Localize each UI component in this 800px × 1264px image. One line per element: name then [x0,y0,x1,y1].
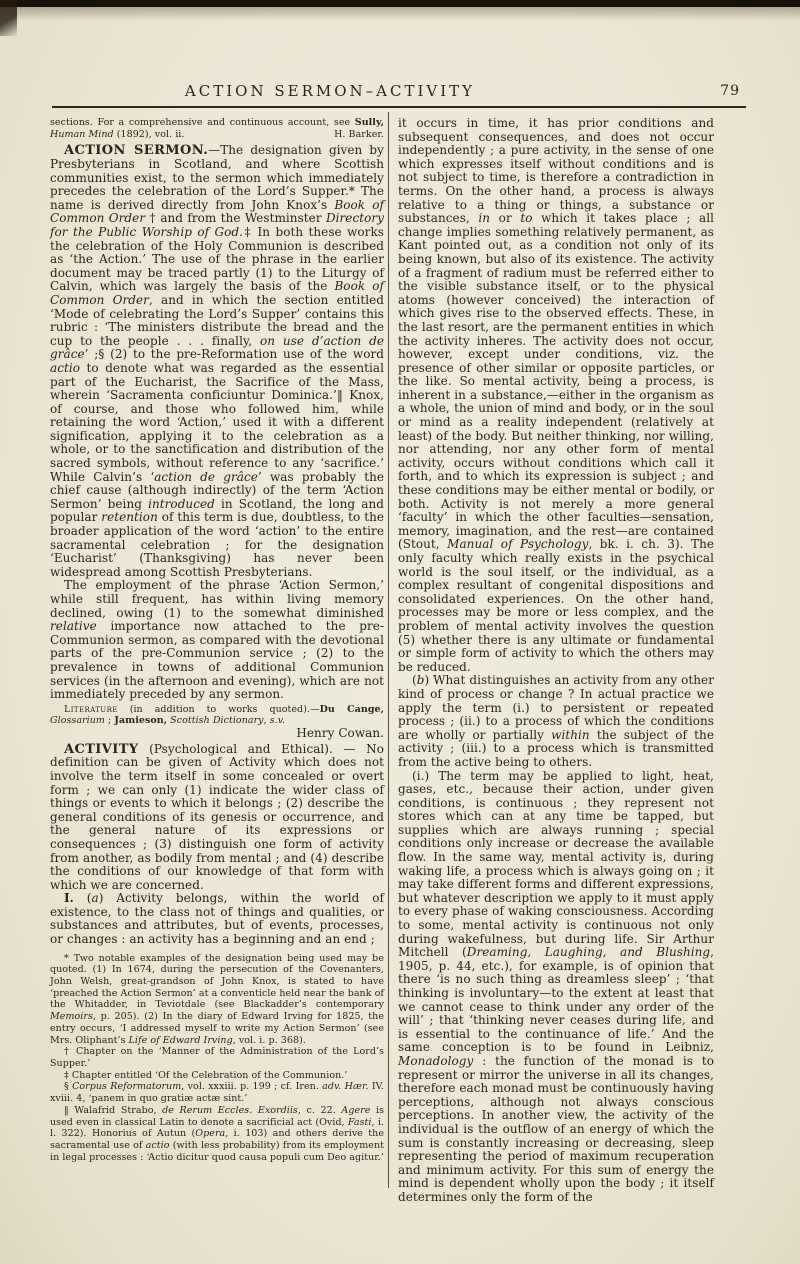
footnote-asterisk: * Two notable examples of the designation being used may be quoted. (1) In 1674, during the persecution of the Covenanters, John Welsh, great-grandson of John Knox, is stated to have ‘preached the Action Sermon’ at a conventicle held near the bank of the Whitadder, in Teviotdale (see Blackadder’s contemporary Memoirs, p. 205). (2) In the diary of Edward Irving for 1825, the entry occurs, ‘I addressed myself to write my Action Sermon’ (see Mrs. Oliphant’s Life of Edward Irving, vol. i. p. 368). [50,952,384,1046]
action-sermon-literature: Literature (in addition to works quoted).—Du Cange, Glossarium ; Jamieson, Scottish Dictionary, s.v. [50,703,384,727]
left-column [50,117,384,1163]
footnote-parallel: ‖ Walafrid Strabo, de Rerum Eccles. Exordiis, c. 22. Agere is used even in classical Latin to denote a sacrificial act (Ovid, Fasti, i. l. 322). Honorius of Autun (Opera, i. 103) and others derive the sacramental use of actio (with less probability) from its employment in legal processes : ‘Actio dicitur quod causa populi cum Deo agitur.’ [50,1104,384,1163]
activity-paragraph-continued: it occurs in time, it has prior conditions and subsequent consequences, and does not occur independently ; a pure activity, in the sense of one which expresses itself without conditions and is not subject to time, is therefore a contradiction in terms. On the other hand, a process is always relative to a thing or things, a substance or substances, in or to which it takes place ; all change implies something relatively permanent, as Kant pointed out, as a condition not only of its being known, but also of its existence. The activity of a fragment of radium must be referred either to the visible substance itself, or to the physical atoms (however conceived) the interaction of which gives rise to the observed effects. These, in the last resort, are the permanent entities in which the activity inheres. The activity does not occur, however, except under conditions, viz. the presence of other similar or opposite particles, or the like. So mental activity, being a process, is inherent in a substance,—either in the organism as a whole, the union of mind and body, or in the soul or mind as a reality independent (relatively at least) of the body. But neither thinking, nor willing, nor attending, nor any other form of mental activity, occurs without conditions which call it forth, and to which its expression is subject ; and these conditions may be either mental or bodily, or both. Activity is not merely a more general ‘faculty’ in which the other faculties—sensation, memory, imagination, and the rest—are contained (Stout, Manual of Psychology, bk. i. ch. 3). The only faculty which really exists in the psychical world is the soul itself, or the individual, as a complex resultant of congenital dispositions and consolidated experiences. On the other hand, processes may be more or less complex, and the problem of mental activity involves the question (5) whether there is any ultimate or fundamental or simple form of activity to which the others may be reduced. [398,116,714,674]
header-rule [52,106,746,108]
author-signature-barker: H. Barker. [334,128,384,140]
action-sermon-paragraph-2: The employment of the phrase ‘Action Sermon,’ while still frequent, has within living memory declined, owing (1) to the somewhat diminished relative importance now attached to the pre-Communion sermon, as compared with the devotional parts of the pre-Communion service ; (2) to the prevalence in towns of additional Communion services (in the afternoon and evening), which are not immediately preceded by any sermon. [50,578,384,702]
action-sermon-paragraph-1: ACTION SERMON.—The designation given by Presbyterians in Scotland, and where Scottish communities exist, to the sermon which immediately precedes the celebration of the Lord’s Supper.* The name is derived directly from John Knox’s Book of Common Order † and from the Westminster Directory for the Public Worship of God.‡ In both these works the celebration of the Holy Communion is described as ‘the Action.’ The use of the phrase in the earlier document may be traced partly (1) to the Liturgy of Calvin, which was largely the basis of the Book of Common Order, and in which the section entitled ‘Mode of celebrating the Lord’s Supper’ contains this rubric : ‘The ministers distribute the bread and the cup to the people . . . finally, on use d’action de grâce’ ;§ (2) to the pre-Reformation use of the word actio to denote what was regarded as the essential part of the Eucharist, the Sacrifice of the Mass, wherein ‘Sacramenta conficiuntur Dominica.’‖ Knox, of course, and those who followed him, while retaining the word ‘Action,’ used it with a different signification, applying it to the celebration as a whole, or to the sanctification and distribution of the sacred symbols, without reference to any ‘sacrifice.’ While Calvin’s ‘action de grâce’ was probably the chief cause (although indirectly) of the term ‘Action Sermon’ being introduced in Scotland, the long and popular retention of this term is due, doubtless, to the broader application of the word ‘action’ to the entire sacramental celebration ; for the designation ‘Eucharist’ (Thanksgiving) has never been widespread among Scottish Presbyterians. [50,143,385,579]
column-divider-rule [388,112,389,1188]
activity-paragraph-2: I. (a) Activity belongs, within the world of existence, to the class not of things and qualities, or substances and attributes, but of events, processes, or changes : an activity has a beginning and an end ; [50,891,384,947]
previous-article-continuation: sections. For a comprehensive and continuous account, see Sully, Human Mind (1892), vol. ii. [50,117,384,140]
footnote-section: § Corpus Reformatorum, vol. xxxiii. p. 199 ; cf. Iren. adv. Hær. IV. xviii. 4, ‘panem in quo gratiæ actæ sint.’ [50,1081,384,1105]
page-number: 79 [720,83,740,99]
scan-edge-fade [0,7,800,21]
author-signature-cowan: Henry Cowan. [296,726,384,741]
scan-edge-shadow [0,0,800,7]
footnote-dagger: † Chapter on the ‘Manner of the Administration of the Lord’s Supper.’ [50,1046,384,1069]
activity-paragraph-1: ACTIVITY (Psychological and Ethical). — No definition can be given of Activity which does not involve the term itself in some concealed or overt form ; we can only (1) indicate the wider class of things or events to which it belongs ; (2) describe the general conditions of its genesis or occurrence, and the general nature of its expressions or consequences ; (3) distinguish one form of activity from another, as bodily from mental ; and (4) describe the conditions of our knowledge of that form with which we are concerned. [50,741,384,892]
footnotes-block [50,953,384,1164]
right-column [398,117,714,1205]
activity-paragraph-i: (i.) The term may be applied to light, heat, gases, etc., because their action, under given conditions, is continuous ; they represent not stores which can at any time be tapped, but supplies which are always running ; special conditions only increase or decrease the available flow. In the same way, mental activity is, during waking life, a process which is always going on ; it may take different forms and different expressions, but whatever description we apply to it must apply to every phase of waking consciousness. According to some, mental activity is continuous not only during wakefulness, but during life. Sir Arthur Mitchell (Dreaming, Laughing, and Blushing, 1905, p. 44, etc.), for example, is of opinion that there ‘is no such thing as dreamless sleep’ ; ‘that thinking is involuntary—to the extent at least that we cannot cease to think under any order of the will’ ; that ‘thinking never ceases during life, and is essential to the continuance of life.’ And the same conception is to be found in Leibniz, Monadology : the function of the monad is to represent or mirror the universe in all its changes, therefore each monad must be continuously having perceptions, although not always conscious perceptions. In another view, the activity of the individual is the outflow of an energy of which the sum is constantly increasing or decreasing, sleep representing the period of maximum recuperation and minimum activity. For this sum of energy the mind is dependent wholly upon the body ; it itself determines only the form of the [398,768,714,1204]
scan-corner-shadow [0,0,17,36]
footnote-double-dagger: ‡ Chapter entitled ‘Of the Celebration of the Communion.’ [64,1069,348,1081]
activity-paragraph-b: (b) What distinguishes an activity from any other kind of process or change ? In actual practice we apply the term (i.) to persistent or repeated process ; (ii.) to a process of which the conditions are wholly or partially within the subject of the activity ; (iii.) to a process which is transmitted from the active being to others. [398,673,714,769]
running-head: ACTION SERMON–ACTIVITY [184,82,476,100]
